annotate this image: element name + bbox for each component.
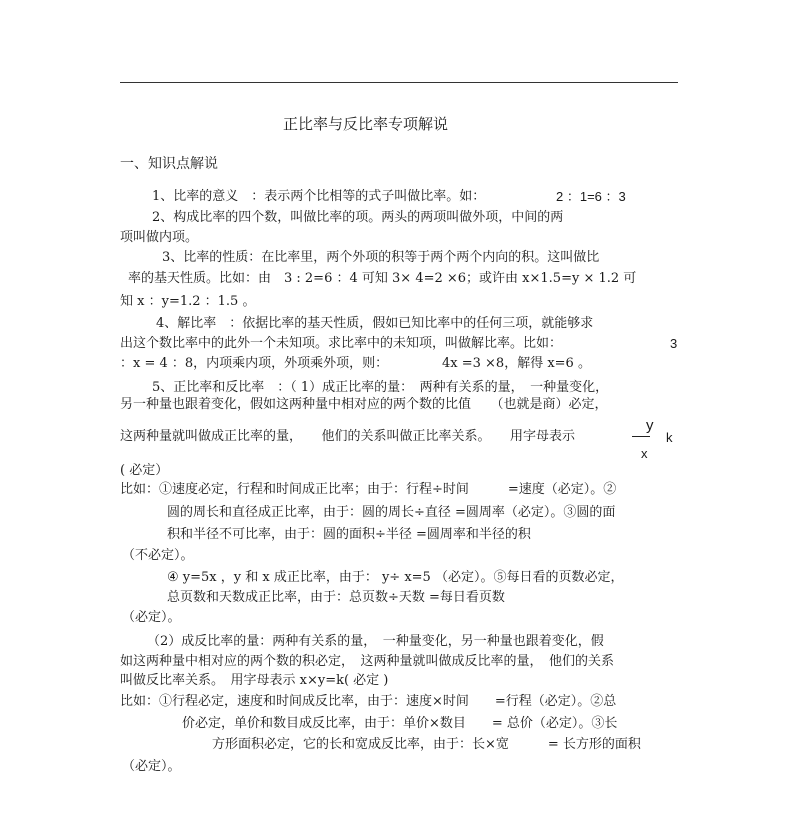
header-rule [120, 82, 678, 83]
text-line: 3、比率的性质：在比率里，两个外项的积等于两个两个内向的积。这叫做比 [162, 250, 600, 265]
document-title: 正比率与反比率专项解说 [283, 115, 449, 133]
text-line: 价必定，单价和数目成反比率，由于：单价×数目 = 总价（必定）。③长 [182, 716, 618, 731]
text-line: 5、正比率和反比率 ：（ 1）成正比率的量： 两种有关系的量， 一种量变化， [152, 380, 609, 395]
text-line: 1、比率的意义 ：表示两个比相等的式子叫做比率。如： [152, 189, 486, 204]
text-line: 2、构成比率的四个数，叫做比率的项。两头的两项叫做外项，中间的两 [152, 210, 564, 225]
text-line: 叫做反比率关系。 用字母表示 x×y=k( 必定 ) [120, 673, 389, 688]
text-line: 方形面积必定，它的长和宽成反比率，由于：长×宽 = 长方形的面积 [212, 737, 641, 752]
fraction-denominator: x [641, 446, 648, 461]
text-line: 4、解比率 ：依据比率的基天性质，假如已知比率中的任何三项，就能够求 [156, 316, 594, 331]
text-line: （不必定）。 [122, 548, 194, 563]
text-line: 4x =3 ×8，解得 x=6 。 [442, 356, 591, 371]
text-line: 出这个数比率中的此外一个未知项。求比率中的未知项，叫做解比率。比如： [120, 336, 563, 351]
text-line: 项叫做内项。 [120, 230, 199, 245]
text-line: ④ y=5x ，y 和 x 成正比率，由于： y÷ x=5 （必定）。⑤每日看的页数必定， [167, 570, 624, 585]
text-line: 另一种量也跟着变化，假如这两种量中相对应的两个数的比值 （也就是商）必定， [120, 397, 608, 412]
text-line: 如这两种量中相对应的两个数的积必定， 这两种量就叫做成反比率的量， 他们的关系 [120, 654, 615, 669]
text-fragment: 3 [670, 336, 678, 351]
constant-k: k [666, 430, 673, 445]
text-line: 圆的周长和直径成正比率，由于：圆的周长÷直径 =圆周率（必定）。③圆的面 [167, 505, 616, 520]
text-line: 知 x ：y=1.2 ：1.5 。 [120, 294, 256, 309]
text-line: ( 必定） [120, 463, 169, 478]
text-line: （必定）。 [122, 610, 181, 625]
text-line: 比如：①行程必定，速度和时间成反比率，由于：速度×时间 =行程（必定）。②总 [120, 694, 617, 709]
text-line: 这两种量就叫做成正比率的量， 他们的关系叫做正比率关系。 用字母表示 [120, 429, 576, 444]
fraction-numerator: y [646, 417, 654, 434]
text-line: 总页数和天数成正比率，由于：总页数÷天数 =每日看页数 [167, 590, 505, 605]
text-line: 积和半径不可比率，由于：圆的面积÷半径 =圆周率和半径的积 [167, 527, 531, 542]
text-line: ：x = 4 ：8，内项乘内项，外项乘外项，则： [120, 356, 389, 371]
section-heading: 一、知识点解说 [120, 156, 218, 172]
text-line: （必定）。 [122, 759, 181, 774]
text-line: 率的基天性质。比如：由 3 : 2=6 ：4 可知 3× 4=2 ×6；或许由 x×1.5=y × 1.2 可 [128, 271, 637, 286]
text-line: （2）成反比率的量：两种有关系的量， 一种量变化，另一种量也跟着变化，假 [147, 634, 604, 649]
example-ratio: 2 ：1=6 ：3 [556, 189, 626, 204]
text-line: 比如：①速度必定，行程和时间成正比率；由于：行程÷时间 =速度（必定）。② [120, 482, 617, 497]
